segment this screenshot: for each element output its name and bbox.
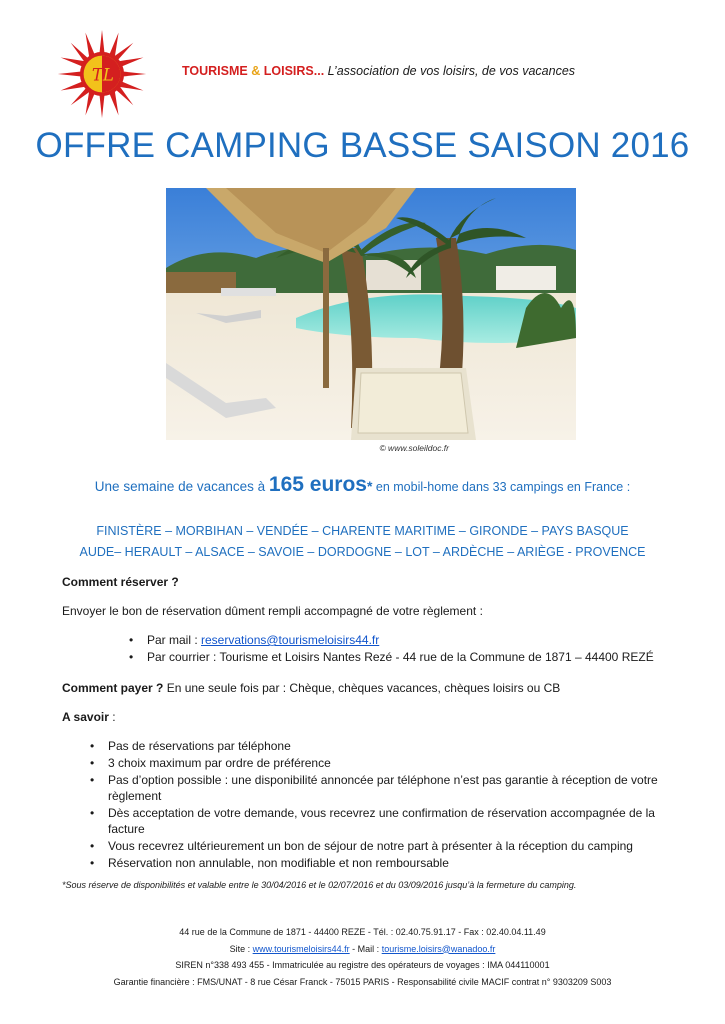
know-colon: : xyxy=(108,710,116,724)
list-item xyxy=(127,632,707,648)
tagline xyxy=(182,64,575,78)
know-heading: A savoir xyxy=(62,710,109,724)
brand-ellipsis: ... xyxy=(313,64,325,78)
brand-part1: TOURISME xyxy=(182,64,248,78)
svg-text:L: L xyxy=(102,65,114,85)
footer-guarantee: Garantie financière : FMS/UNAT - 8 rue César Franck - 75015 PARIS - Responsabilité civile MACIF contrat n° 9303209 S003 xyxy=(113,976,612,987)
footer-mail-label: - Mail : xyxy=(349,943,382,954)
know-list xyxy=(88,738,688,872)
website-link[interactable]: www.tourismeloisirs44.fr xyxy=(252,943,350,954)
regions-line-1: FINISTÈRE – MORBIHAN – VENDÉE – CHARENTE MARITIME – GIRONDE – PAYS BASQUE xyxy=(96,524,629,538)
offer-star: * xyxy=(366,478,373,494)
pay-line xyxy=(62,680,682,696)
list-item: • 3 choix maximum par ordre de préférence xyxy=(88,755,688,771)
reserve-heading-text: Comment réserver ? xyxy=(62,575,179,589)
sun-logo-icon xyxy=(56,28,148,120)
camping-photo xyxy=(166,188,576,440)
offer-line xyxy=(0,473,725,497)
footer-siren: SIREN n°338 493 455 - Immatriculée au registre des opérateurs de voyages : IMA 044110001 xyxy=(175,960,550,970)
photo-credit: © www.soleildoc.fr xyxy=(379,443,449,453)
offer-price: 165 euros xyxy=(268,473,367,496)
mail-label: Par mail : xyxy=(147,633,202,647)
pay-text: En une seule fois par : Chèque, chèques vacances, chèques loisirs ou CB xyxy=(163,681,561,695)
list-item: • Vous recevrez ultérieurement un bon de séjour de notre part à présenter à la réception du camping xyxy=(88,838,688,854)
reserve-heading xyxy=(62,574,682,590)
footer-email-link[interactable]: tourisme.loisirs@wanadoo.fr xyxy=(381,943,496,954)
svg-text:T: T xyxy=(91,65,103,85)
reserve-list xyxy=(127,632,707,666)
brand-amp: & xyxy=(251,64,261,78)
regions-line-2: AUDE– HERAULT – ALSACE – SAVOIE – DORDOGNE – LOT – ARDÈCHE – ARIÈGE - PROVENCE xyxy=(79,545,646,559)
page-title: OFFRE CAMPING BASSE SAISON 2016 xyxy=(35,126,690,165)
slogan: L’association de vos loisirs, de vos vacances xyxy=(327,64,576,78)
reserve-intro: Envoyer le bon de réservation dûment rempli accompagné de votre règlement : xyxy=(62,604,483,618)
footer-address: 44 rue de la Commune de 1871 - 44400 REZE - Tél. : 02.40.75.91.17 - Fax : 02.40.04.11.49 xyxy=(179,927,546,937)
list-item: • Par courrier : Tourisme et Loisirs Nantes Rezé - 44 rue de la Commune de 1871 – 44400 REZÉ xyxy=(127,649,707,665)
offer-suffix: en mobil-home dans 33 campings en France : xyxy=(372,480,631,494)
brand-part2: LOISIRS xyxy=(263,64,314,78)
offer-prefix: Une semaine de vacances à xyxy=(94,479,269,494)
site-label: Site : xyxy=(229,943,253,954)
footer xyxy=(0,924,725,990)
list-item: • Dès acceptation de votre demande, vous recevrez une confirmation de réservation accompagnée de la facture xyxy=(88,805,688,837)
reservation-email-link[interactable]: reservations@tourismeloisirs44.fr xyxy=(201,633,380,647)
list-item: • Réservation non annulable, non modifiable et non remboursable xyxy=(88,855,688,871)
know-heading-line xyxy=(62,709,682,725)
regions xyxy=(0,521,725,563)
footer-contact xyxy=(0,941,725,958)
list-item: • Pas de réservations par téléphone xyxy=(88,738,688,754)
pay-heading: Comment payer ? xyxy=(62,681,164,695)
list-item: • Pas d’option possible : une disponibilité annoncée par téléphone n’est pas garantie à réception de votre règlement xyxy=(88,772,688,804)
footnote: *Sous réserve de disponibilités et valable entre le 30/04/2016 et le 02/07/2016 et du 03/09/2016 jusqu’à la fermeture du camping. xyxy=(62,880,577,890)
